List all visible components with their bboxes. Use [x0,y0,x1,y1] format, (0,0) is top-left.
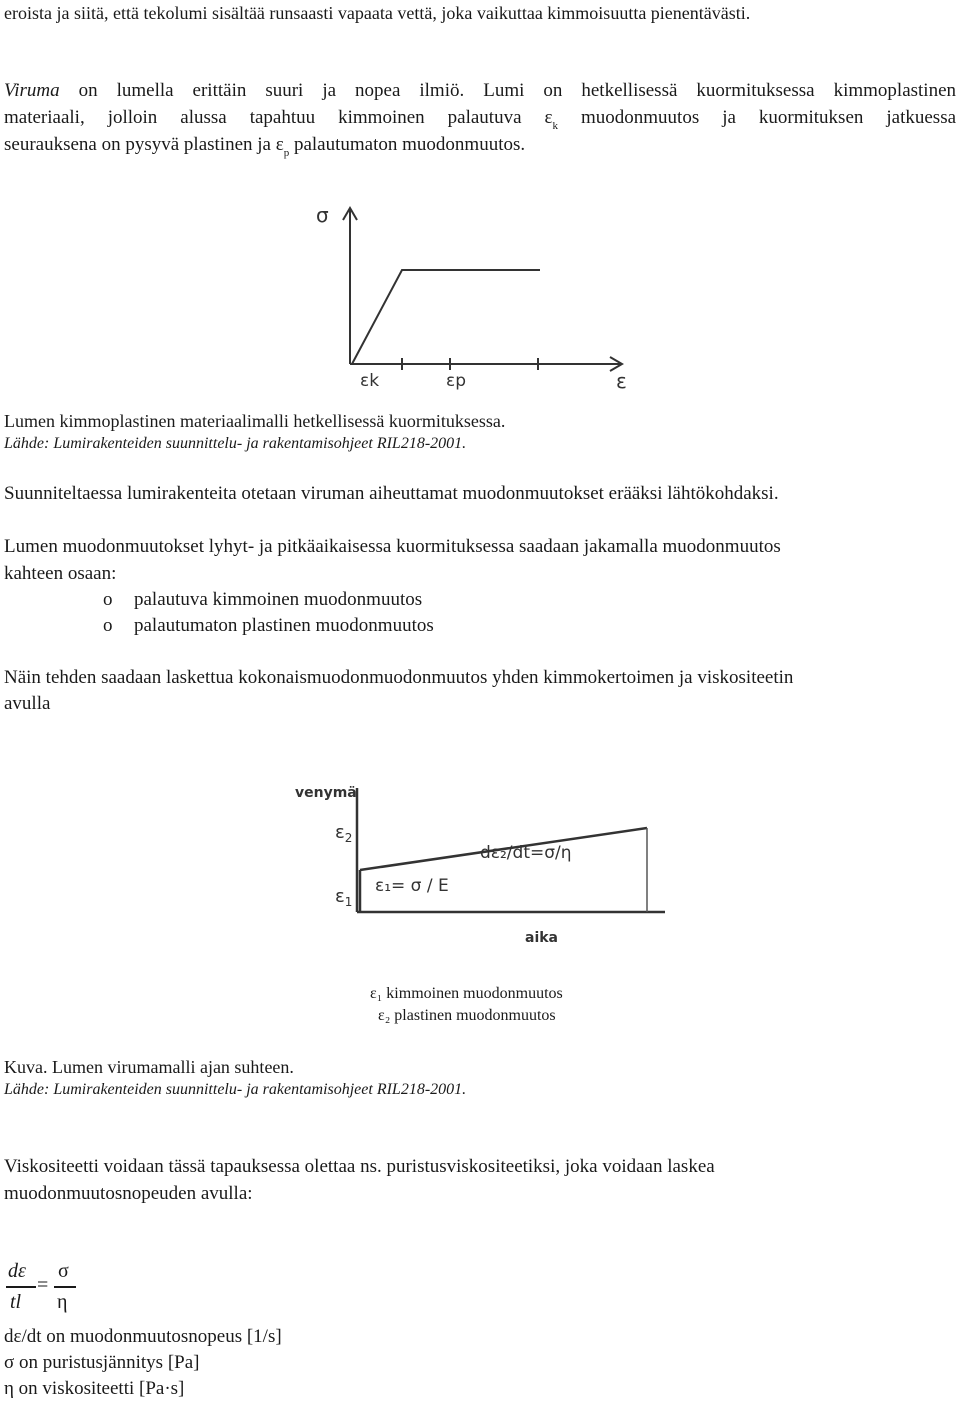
paragraph-viscosity-line1: Viskositeetti voidaan tässä tapauksessa olettaa ns. puristusviskositeetiksi, joka voidaan laskea [4,1156,715,1177]
aika-label: aika [525,930,559,946]
paragraph-viruma-line2 [4,107,957,132]
bullet-item: palautuva kimmoinen muodonmuutos [134,589,423,610]
creep-diagram [285,770,670,950]
formula-equals: = [37,1274,49,1296]
definition-viscosity: η on viskositeetti [Pa·s] [4,1378,185,1399]
figure1-source: Lähde: Lumirakenteiden suunnittelu- ja rakentamisohjeet RIL218-2001. [4,435,467,452]
paragraph-viruma-line2-b: muodonmuutos ja kuormituksen jatkuessa [580,107,957,128]
figure2-source: Lähde: Lumirakenteiden suunnittelu- ja rakentamisohjeet RIL218-2001. [4,1081,467,1098]
eps1-label: $\varepsilon_1$ [335,886,353,909]
sigma-label: σ [316,203,329,227]
paragraph-deformation-line2: kahteen osaan: [4,563,117,584]
eps2-label: $\varepsilon_2$ [335,822,353,845]
fraction-bar-right [54,1286,76,1288]
formula-denominator-left: tl [10,1291,22,1313]
formula-numerator-left: dε [8,1260,26,1282]
fraction-bar-left [6,1286,36,1288]
eps-k-label: εk [360,371,380,391]
paragraph-viruma-line1 [4,80,956,102]
formula-denominator-right: η [57,1291,68,1313]
eps-axis-label: ε [616,369,627,393]
stress-strain-curve [352,270,540,364]
figure2-caption: Kuva. Lumen virumamalli ajan suhteen. [4,1057,294,1077]
paragraph-total-line1: Näin tehden saadaan laskettua kokonaismuodonmuodonmuutos yhden kimmokertoimen ja viskositeetin [4,667,794,688]
elastoplastic-diagram [300,198,640,398]
paragraph-viruma-line1-text: on lumella erittäin suuri ja nopea ilmiö. Lumi on hetkellisessä kuormituksessa kimmoplastinen [78,80,957,101]
definition-strain-rate: dε/dt on muodonmuutosnopeus [1/s] [4,1326,282,1347]
paragraph-design: Suunniteltaessa lumirakenteita otetaan viruman aiheuttamat muodonmuutokset erääksi lähtökohdaksi. [4,483,779,504]
legend-eps2: ε₂ plastinen muodonmuutos [378,1007,556,1024]
bullet-item: palautumaton plastinen muodonmuutos [134,615,434,636]
paragraph-deformation-line1: Lumen muodonmuutokset lyhyt- ja pitkäaikaisessa kuormituksessa saadaan jakamalla muodonmuutos [4,536,781,557]
venyma-label: venymä [295,785,357,801]
slope-label: dε₂/dt=σ/η [480,843,572,863]
eps-p-label: εp [446,371,466,391]
elastic-label: ε₁= σ / E [375,876,449,896]
bullet-marker: o [103,615,113,636]
text-line-top: eroista ja siitä, että tekolumi sisältää runsaasti vapaata vettä, joka vaikuttaa kimmoisuutta pienentävästi. [4,3,751,23]
paragraph-viruma-line3: seurauksena on pysyvä plastinen ja $\varepsilon_p$ palautumaton muodonmuutos. [4,134,526,159]
legend-eps1: ε₁ kimmoinen muodonmuutos [370,985,563,1002]
formula-numerator-right: σ [58,1260,69,1282]
term-viruma: Viruma [4,80,60,101]
definition-stress: σ on puristusjännitys [Pa] [4,1352,200,1373]
paragraph-total-line2: avulla [4,693,51,714]
paragraph-viscosity-line2: muodonmuutosnopeuden avulla: [4,1183,253,1204]
paragraph-viruma-line2-a: materiaali, jolloin alussa tapahtuu kimmoinen palautuva $\varepsilon_k$ [4,107,558,132]
figure1-caption: Lumen kimmoplastinen materiaalimalli hetkellisessä kuormituksessa. [4,411,506,431]
bullet-marker: o [103,589,113,610]
